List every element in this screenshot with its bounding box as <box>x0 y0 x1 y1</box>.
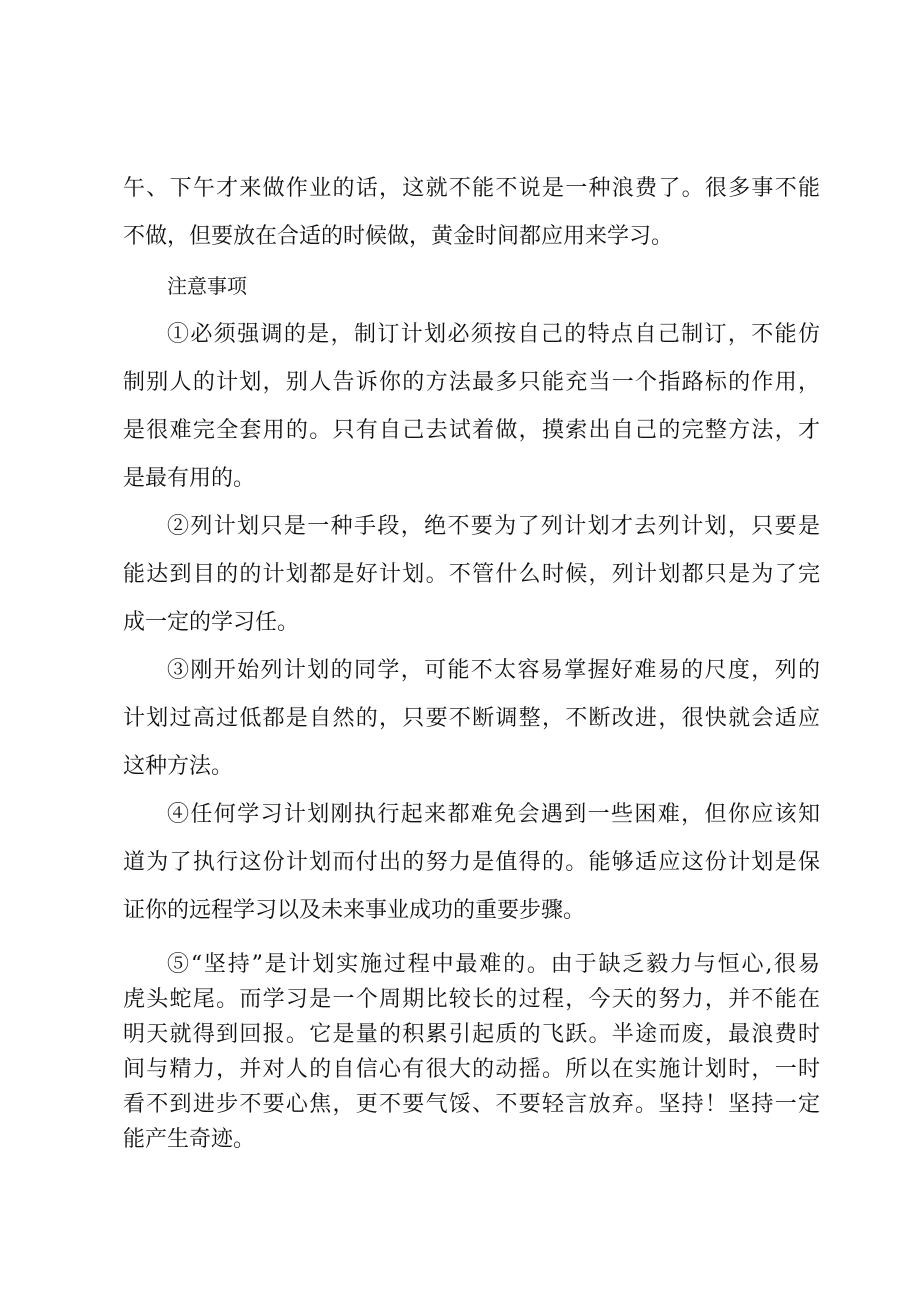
item4-line-2: 道为了执行这份计划而付出的努力是值得的。能够适应这份计划是保 <box>123 850 820 875</box>
item1-line-3: 是很难完全套用的。只有自己去试着做，摸索出自己的完整方法，才 <box>123 418 820 443</box>
item3-line-3: 这种方法。 <box>123 754 234 779</box>
item5-line-2: 虎头蛇尾。而学习是一个周期比较长的过程，今天的努力，并不能在 <box>123 987 820 1012</box>
item5-line-5: 看不到进步不要心焦，更不要气馁、不要轻言放弃。坚持！坚持一定 <box>123 1092 820 1117</box>
item5-line-1: ⑤“坚持”是计划实施过程中最难的。由于缺乏毅力与恒心,很易 <box>167 952 820 977</box>
item3-line-2: 计划过高过低都是自然的，只要不断调整，不断改进，很快就会适应 <box>123 706 820 731</box>
section-heading: 注意事项 <box>167 274 247 298</box>
item2-line-2: 能达到目的的计划都是好计划。不管什么时候，列计划都只是为了完 <box>123 562 820 587</box>
item2-line-1: ②列计划只是一种手段，绝不要为了列计划才去列计划，只要是 <box>167 514 820 539</box>
item1-line-4: 是最有用的。 <box>123 466 256 491</box>
intro-line-2: 不做，但要放在合适的时候做，黄金时间都应用来学习。 <box>123 224 674 249</box>
item4-line-3: 证你的远程学习以及未来事业成功的重要步骤。 <box>123 898 586 923</box>
item4-line-1: ④任何学习计划刚执行起来都难免会遇到一些困难，但你应该知 <box>167 802 820 827</box>
item1-line-2: 制别人的计划，别人告诉你的方法最多只能充当一个指路标的作用， <box>123 370 820 395</box>
item5-line-4: 间与精力，并对人的自信心有很大的动摇。所以在实施计划时，一时 <box>123 1057 820 1082</box>
intro-line-1: 午、下午才来做作业的话，这就不能不说是一种浪费了。很多事不能 <box>123 176 820 201</box>
item3-line-1: ③刚开始列计划的同学，可能不太容易掌握好难易的尺度，列的 <box>167 658 820 683</box>
item5-line-3: 明天就得到回报。它是量的积累引起质的飞跃。半途而废，最浪费时 <box>123 1022 820 1047</box>
item5-line-6: 能产生奇迹。 <box>123 1127 256 1152</box>
item1-line-1: ①必须强调的是，制订计划必须按自己的特点自己制订，不能仿 <box>167 322 820 347</box>
item2-line-3: 成一定的学习任。 <box>123 610 300 635</box>
